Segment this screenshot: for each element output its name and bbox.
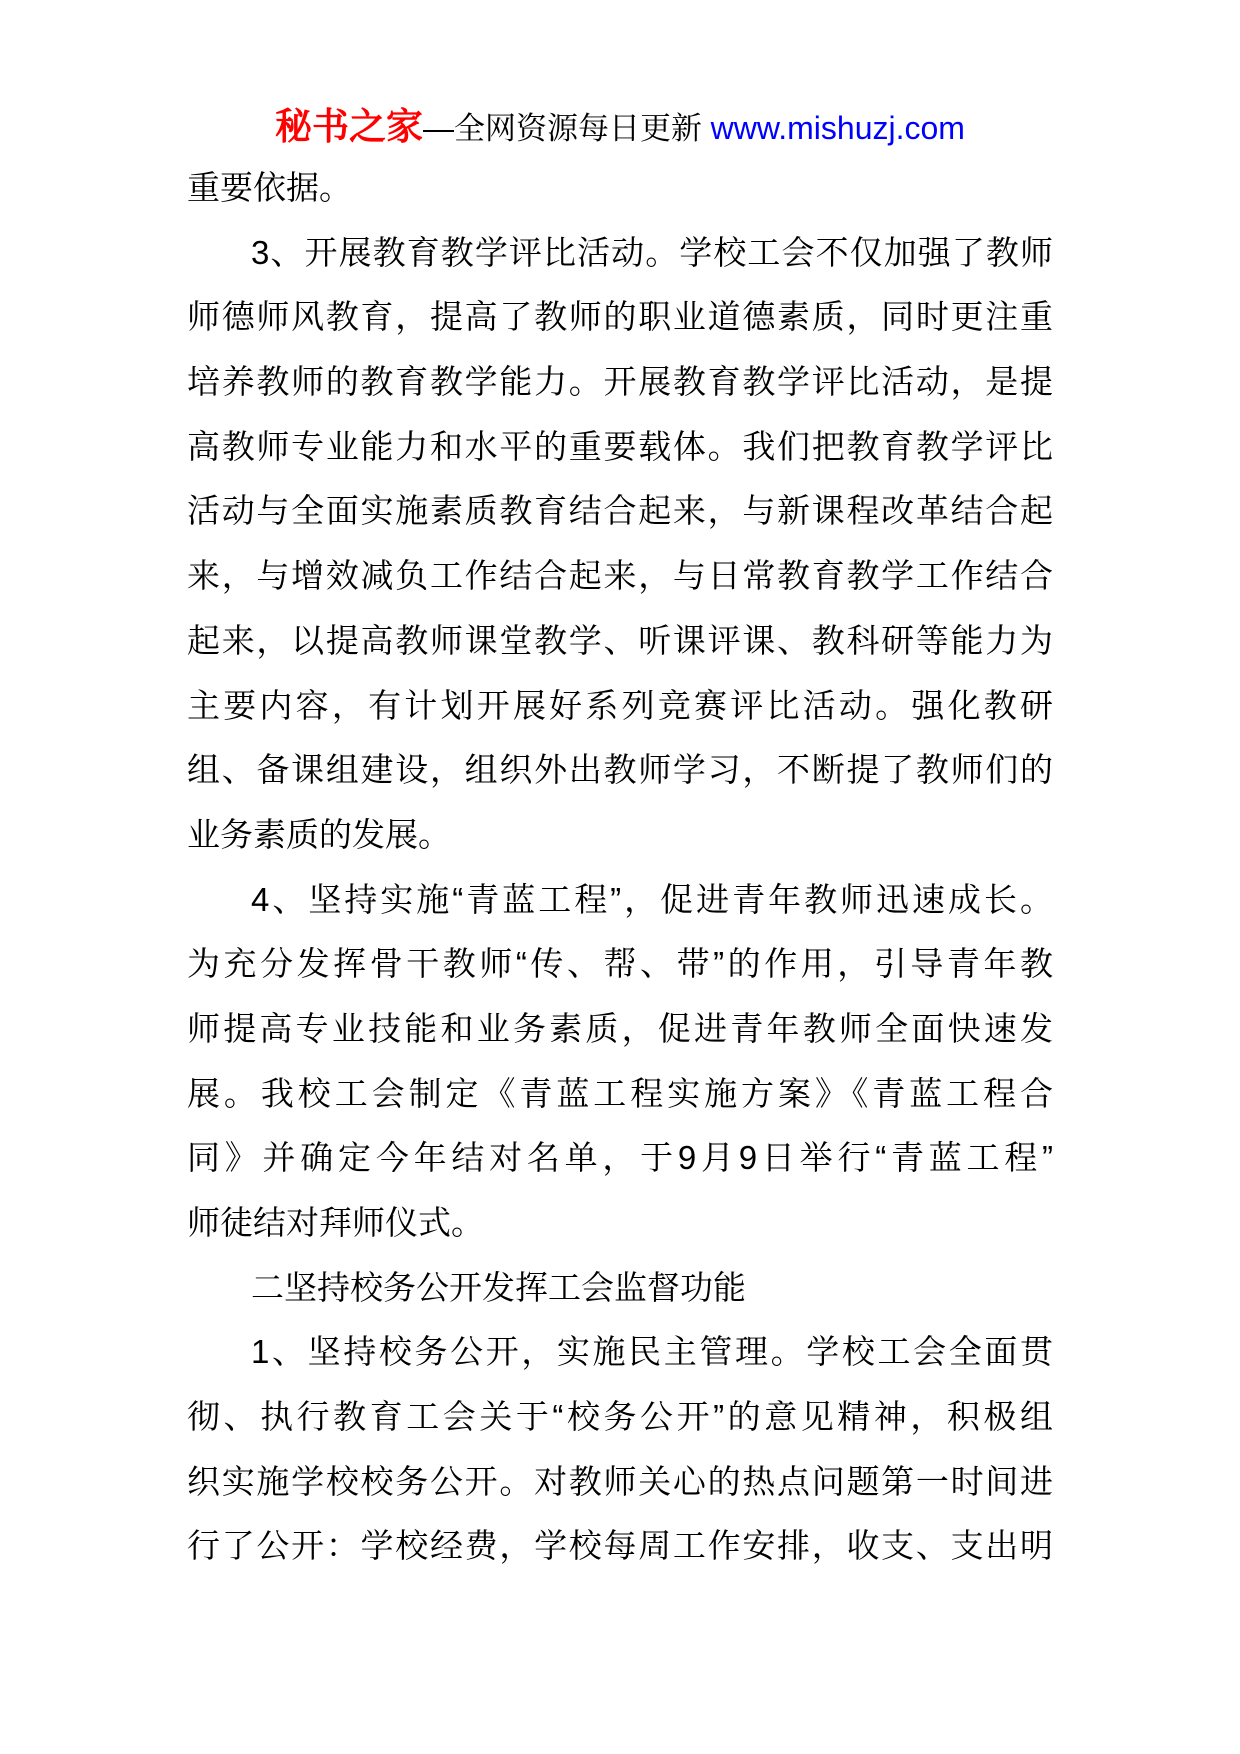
header-separator: — xyxy=(423,111,455,146)
text-line: 起来，以提高教师课堂教学、听课评课、教科研等能力为 xyxy=(187,621,1053,659)
text-line: 彻、执行教育工会关于“校务公开”的意见精神，积极组 xyxy=(187,1398,1053,1436)
text-line: 师徒结对拜师仪式。 xyxy=(187,1204,484,1241)
text-line: 重要依据。 xyxy=(187,169,352,206)
text-line: 织实施学校校务公开。对教师关心的热点问题第一时间进 xyxy=(187,1462,1053,1500)
header-tagline: 全网资源每日更新 xyxy=(454,111,711,146)
text-line: 活动与全面实施素质教育结合起来，与新课程改革结合起 xyxy=(187,492,1053,530)
document-body xyxy=(187,156,1053,1579)
page-header xyxy=(0,96,1240,150)
text-line: 高教师专业能力和水平的重要载体。我们把教育教学评比 xyxy=(187,427,1053,465)
site-url-link[interactable]: www.mishuzj.com xyxy=(710,110,965,146)
text-line: 培养教师的教育教学能力。开展教育教学评比活动，是提 xyxy=(187,363,1053,401)
text-line: 主要内容，有计划开展好系列竞赛评比活动。强化教研 xyxy=(187,686,1053,724)
text-line: 3、开展教育教学评比活动。学校工会不仅加强了教师 xyxy=(251,233,1053,271)
site-brand: 秘书之家 xyxy=(275,106,424,147)
text-line: 业务素质的发展。 xyxy=(187,815,451,853)
text-line: 展。我校工会制定《青蓝工程实施方案》《青蓝工程合 xyxy=(187,1074,1053,1112)
text-line: 师提高专业技能和业务素质，促进青年教师全面快速发 xyxy=(187,1009,1053,1047)
text-line: 4、坚持实施“青蓝工程”，促进青年教师迅速成长。 xyxy=(251,880,1053,918)
text-line: 行了公开：学校经费，学校每周工作安排，收支、支出明 xyxy=(187,1527,1053,1565)
text-line: 为充分发挥骨干教师“传、帮、带”的作用，引导青年教 xyxy=(187,945,1053,983)
text-line: 师德师风教育，提高了教师的职业道德素质，同时更注重 xyxy=(187,298,1053,336)
text-line: 同》并确定今年结对名单，于9月9日举行“青蓝工程” xyxy=(187,1139,1053,1177)
text-line: 1、坚持校务公开，实施民主管理。学校工会全面贯 xyxy=(251,1333,1053,1371)
text-line: 组、备课组建设，组织外出教师学习，不断提了教师们的 xyxy=(187,751,1053,789)
text-line: 来，与增效减负工作结合起来，与日常教育教学工作结合 xyxy=(187,557,1053,595)
text-line: 二坚持校务公开发挥工会监督功能 xyxy=(251,1268,746,1306)
